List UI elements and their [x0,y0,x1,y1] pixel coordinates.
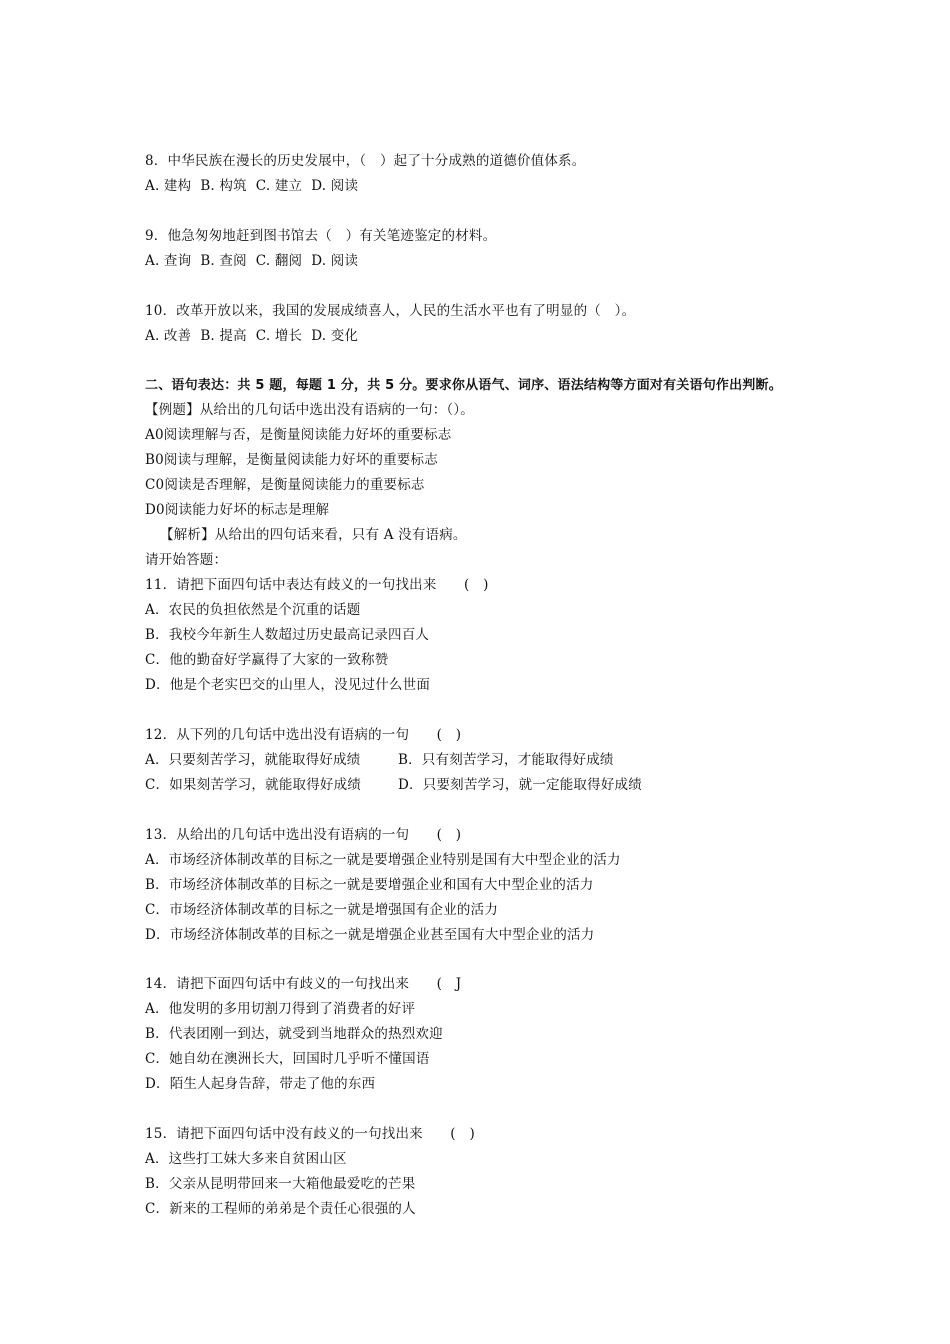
question-12-option-a: A．只要刻苦学习，就能取得好成绩 [145,752,361,768]
question-11-option-c: C．他的勤奋好学赢得了大家的一致称赞 [145,652,389,668]
question-13-option-b: B．市场经济体制改革的目标之一就是要增强企业和国有大中型企业的活力 [145,877,594,893]
example-option-d: D0阅读能力好坏的标志是理解 [145,502,330,518]
example-analysis: 【解析】从给出的四句话来看，只有 A 没有语病。 [160,527,467,543]
example-option-a: A0阅读理解与否，是衡量阅读能力好坏的重要标志 [145,427,452,443]
question-15-option-b: B．父亲从昆明带回来一大箱他最爱吃的芒果 [145,1176,416,1192]
question-12-option-b: B．只有刻苦学习，才能取得好成绩 [398,752,614,768]
question-8-options: A. 建构 B. 构筑 C. 建立 D. 阅读 [145,178,359,194]
example-option-b: B0阅读与理解，是衡量阅读能力好坏的重要标志 [145,452,438,468]
question-11-option-a: A．农民的负担依然是个沉重的话题 [145,602,361,618]
question-14-option-b: B．代表团刚一到达，就受到当地群众的热烈欢迎 [145,1026,443,1042]
example-option-c: C0阅读是否理解，是衡量阅读能力的重要标志 [145,477,425,493]
question-13-option-a: A．市场经济体制改革的目标之一就是要增强企业特别是国有大中型企业的活力 [145,852,621,868]
question-11-option-d: D．他是个老实巴交的山里人，没见过什么世面 [145,677,431,693]
question-10-stem: 10．改革开放以来，我国的发展成绩喜人，人民的生活水平也有了明显的（ ）。 [145,303,636,319]
question-12-option-d: D．只要刻苦学习，就一定能取得好成绩 [398,777,642,793]
question-11-stem: 11．请把下面四句话中表达有歧义的一句找出来 ( ) [145,577,489,593]
question-14-option-a: A．他发明的多用切割刀得到了消费者的好评 [145,1001,416,1017]
question-14-stem: 14．请把下面四句话中有歧义的一句找出来 ( J [145,976,462,992]
question-13-option-d: D．市场经济体制改革的目标之一就是增强企业甚至国有大中型企业的活力 [145,927,595,943]
question-15-option-a: A．这些打工妹大多来自贫困山区 [145,1151,347,1167]
start-instruction: 请开始答题： [145,552,228,568]
question-15-option-c: C．新来的工程师的弟弟是个责任心很强的人 [145,1201,416,1217]
question-10-options: A. 改善 B. 提高 C. 增长 D. 变化 [145,328,359,344]
example-stem: 【例题】从给出的几句话中选出没有语病的一句：（）。 [145,402,474,418]
section-2-heading: 二、语句表达：共 5 题，每题 1 分，共 5 分。要求你从语气、词序、语法结构等方面对有关语句作出判断。 [145,378,782,393]
question-9-options: A. 查询 B. 查阅 C. 翻阅 D. 阅读 [145,253,359,269]
question-15-stem: 15．请把下面四句话中没有歧义的一句找出来 ( ) [145,1126,475,1142]
question-12-option-c: C．如果刻苦学习，就能取得好成绩 [145,777,362,793]
question-14-option-d: D．陌生人起身告辞，带走了他的东西 [145,1076,376,1092]
question-14-option-c: C．她自幼在澳洲长大，回国时几乎听不懂国语 [145,1051,430,1067]
question-13-stem: 13．从给出的几句话中选出没有语病的一句 ( ) [145,827,462,843]
question-8-stem: 8．中华民族在漫长的历史发展中，（ ）起了十分成熟的道德价值体系。 [145,153,586,169]
question-13-option-c: C．市场经济体制改革的目标之一就是增强国有企业的活力 [145,902,499,918]
question-12-stem: 12．从下列的几句话中选出没有语病的一句 ( ) [145,727,462,743]
question-11-option-b: B．我校今年新生人数超过历史最高记录四百人 [145,627,430,643]
question-9-stem: 9．他急匆匆地赶到图书馆去（ ）有关笔迹鉴定的材料。 [145,228,497,244]
